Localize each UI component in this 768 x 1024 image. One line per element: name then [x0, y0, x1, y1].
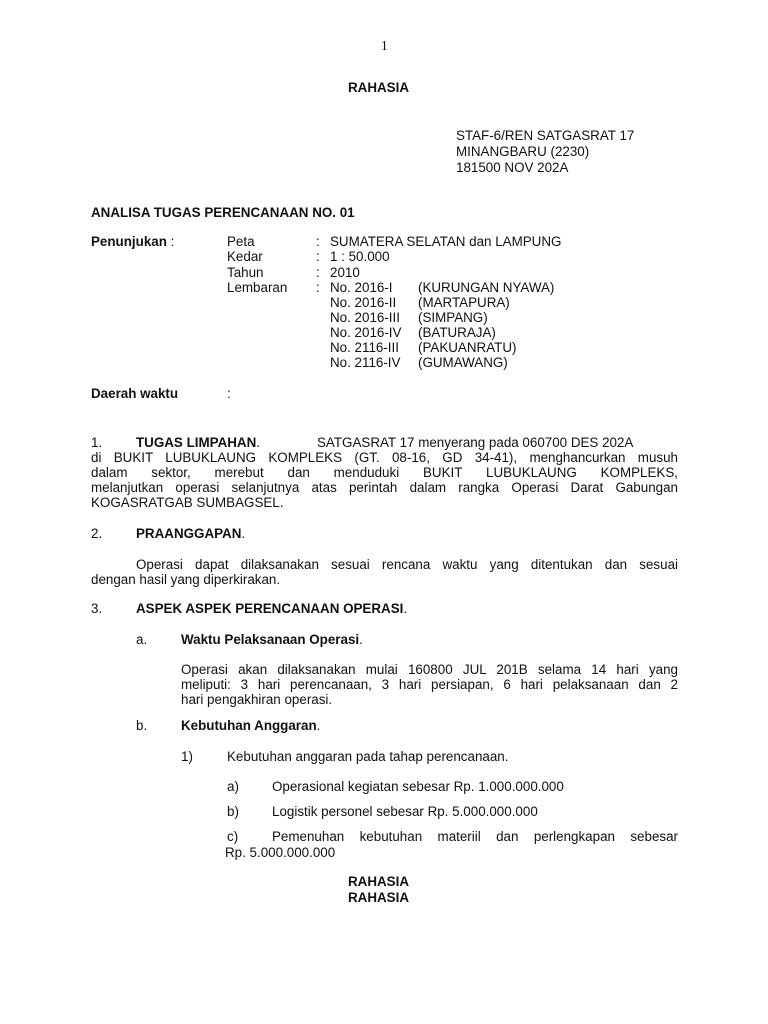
penunjukan-colon: :	[170, 234, 175, 249]
section-1-heading-period: .	[256, 435, 260, 450]
sheet-no: No. 2116-III	[330, 340, 399, 355]
section-1-line-1: SATGASRAT 17 menyerang pada 060700 DES 202A	[317, 435, 634, 450]
penunjukan-label-wrap	[91, 234, 174, 249]
lembaran-label: Lembaran	[227, 280, 288, 295]
sheet-no: No. 2116-IV	[330, 355, 401, 370]
section-3-heading: ASPEK ASPEK PERENCANAAN OPERASI	[136, 601, 404, 616]
subsection-b-heading: Kebutuhan Anggaran	[181, 718, 317, 733]
classification-bottom-2: RAHASIA	[348, 890, 410, 905]
sheet-no: No. 2016-IV	[330, 325, 402, 340]
penunjukan-label: Penunjukan	[91, 234, 167, 249]
daerah-waktu-label: Daerah waktu	[91, 386, 179, 401]
section-2-number: 2.	[91, 526, 103, 541]
subsection-a-line-3: hari pengakhiran operasi.	[181, 692, 333, 707]
peta-colon: :	[316, 234, 320, 249]
tahun-label: Tahun	[227, 265, 264, 280]
kedar-colon: :	[316, 249, 320, 264]
section-1-heading-wrap	[136, 435, 260, 450]
subsection-a-heading: Waktu Pelaksanaan Operasi	[181, 632, 360, 647]
section-3-number: 3.	[91, 601, 103, 616]
classification-top: RAHASIA	[348, 80, 410, 95]
classification-bottom-1: RAHASIA	[348, 874, 410, 889]
section-2-heading-period: .	[241, 526, 246, 541]
sheet-name: (BATURAJA)	[418, 325, 496, 340]
sheet-name: (PAKUANRATU)	[418, 340, 517, 355]
daerah-waktu-colon: :	[227, 386, 231, 401]
subsection-b-heading-wrap	[181, 718, 320, 733]
section-1-line-4: melanjutkan operasi selanjutnya atas perintah dalam rangka Operasi Darat Gabungan	[91, 480, 678, 495]
subsection-a-letter: a.	[136, 632, 148, 647]
sheet-name: (GUMAWANG)	[418, 355, 508, 370]
kedar-value: 1 : 50.000	[330, 249, 390, 264]
page-number: 1	[381, 38, 388, 53]
tahun-value: 2010	[330, 265, 360, 280]
kedar-label: Kedar	[227, 249, 263, 264]
subsection-a-heading-period: .	[359, 632, 363, 647]
section-1-line-2: di BUKIT LUBUKLAUNG KOMPLEKS (GT. 08-16, GD 34-41), menghancurkan musuh	[91, 450, 678, 465]
item-1-text: Kebutuhan anggaran pada tahap perencanaan.	[227, 749, 509, 764]
section-1-line-5: KOGASRATGAB SUMBAGSEL.	[91, 495, 284, 510]
header-line-1: STAF-6/REN SATGASRAT 17	[456, 128, 635, 143]
section-2-heading: PRAANGGAPAN	[136, 526, 242, 541]
item-1a-letter: a)	[227, 779, 239, 794]
sheet-no: No. 2016-II	[330, 295, 397, 310]
peta-label: Peta	[227, 234, 255, 249]
item-1c-text: Pemenuhan kebutuhan materiil dan perlengkapan sebesar	[272, 829, 678, 844]
section-2-heading-wrap	[136, 526, 245, 541]
section-3-heading-period: .	[403, 601, 408, 616]
item-1b-letter: b)	[227, 804, 239, 819]
subsection-b-letter: b.	[136, 718, 148, 733]
section-2-line-1: Operasi dapat dilaksanakan sesuai rencana waktu yang ditentukan dan sesuai	[136, 557, 678, 572]
section-1-heading: TUGAS LIMPAHAN	[136, 435, 257, 450]
section-1-line-3: dalam sektor, merebut dan menduduki BUKIT LUBUKLAUNG KOMPLEKS,	[91, 465, 678, 480]
sheet-name: (MARTAPURA)	[418, 295, 510, 310]
sheet-name: (SIMPANG)	[418, 310, 488, 325]
item-1-number: 1)	[181, 749, 193, 764]
header-line-2: MINANGBARU (2230)	[456, 144, 590, 159]
sheet-name: (KURUNGAN NYAWA)	[418, 280, 555, 295]
sheet-no: No. 2016-I	[330, 280, 393, 295]
subsection-a-heading-wrap	[181, 632, 363, 647]
tahun-colon: :	[316, 265, 320, 280]
section-1-number: 1.	[91, 435, 103, 450]
sheet-no: No. 2016-III	[330, 310, 400, 325]
document-title: ANALISA TUGAS PERENCANAAN NO. 01	[91, 205, 355, 220]
item-1b-text: Logistik personel sebesar Rp. 5.000.000.000	[272, 804, 538, 819]
header-line-3: 181500 NOV 202A	[456, 160, 569, 175]
lembaran-colon: :	[316, 280, 320, 295]
item-1c-line-2: Rp. 5.000.000.000	[225, 845, 336, 860]
item-1c-letter: c)	[227, 829, 239, 844]
item-1a-text: Operasional kegiatan sebesar Rp. 1.000.000.000	[272, 779, 564, 794]
subsection-a-line-2: meliputi: 3 hari perencanaan, 3 hari persiapan, 6 hari pelaksanaan dan 2	[181, 677, 678, 692]
subsection-a-line-1: Operasi akan dilaksanakan mulai 160800 JUL 201B selama 14 hari yang	[181, 662, 678, 677]
peta-value: SUMATERA SELATAN dan LAMPUNG	[330, 234, 562, 249]
section-3-heading-wrap	[136, 601, 407, 616]
section-2-line-2: dengan hasil yang diperkirakan.	[91, 572, 281, 587]
subsection-b-heading-period: .	[316, 718, 321, 733]
